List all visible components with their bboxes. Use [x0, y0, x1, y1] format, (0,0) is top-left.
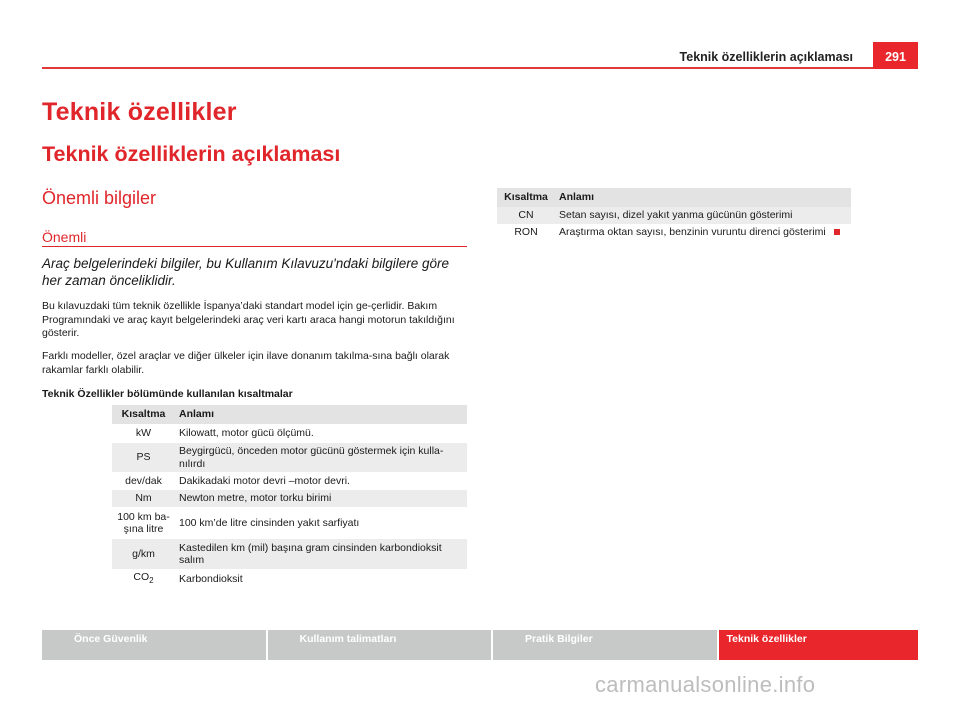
abbreviation-cell: g/km	[112, 539, 175, 569]
meaning-cell: Kilowatt, motor gücü ölçümü.	[175, 424, 467, 443]
meaning-cell: Karbondioksit	[175, 569, 467, 590]
subsection-title: Önemli bilgiler	[42, 188, 157, 208]
meaning-cell: 100 km’de litre cinsinden yakıt sarfiyatı	[175, 507, 467, 539]
abbreviation-cell: 100 km ba-şına litre	[112, 507, 175, 539]
table-row	[112, 507, 467, 539]
abbreviation-cell: Nm	[112, 490, 175, 507]
co2-label: CO	[133, 571, 150, 583]
footer-tab-practical-info[interactable]: Pratik Bilgiler	[493, 630, 719, 660]
running-header-title: Teknik özelliklerin açıklaması	[679, 50, 853, 64]
footer-tab-technical-specs[interactable]: Teknik özellikler	[719, 630, 919, 660]
meaning-cell	[555, 224, 851, 241]
table-row	[112, 490, 467, 507]
table-header-row	[497, 188, 851, 207]
abbreviation-cell: RON	[497, 224, 555, 241]
column-header-meaning: Anlamı	[175, 405, 467, 424]
table-row	[112, 472, 467, 490]
body-paragraph-1: Bu kılavuzdaki tüm teknik özellikle İspanya’daki standart model için ge-çerlidir. Bakım Programındaki ve araç kayıt belgelerindeki araç veri kartı araca hangi motorun takıldığını gösterir.	[42, 300, 455, 339]
notice-rule	[42, 246, 467, 247]
header-rule	[42, 67, 918, 69]
table-row	[112, 443, 467, 472]
abbreviation-cell: CN	[497, 207, 555, 224]
body-paragraph-2: Farklı modeller, özel araçlar ve diğer ülkeler için ilave donanım takılma-sına bağlı olarak rakamlar farklı olabilir.	[42, 350, 450, 376]
notice-lead-text: Araç belgelerindeki bilgiler, bu Kullanım Kılavuzu'ndaki bilgilere göre her zaman önceliklidir.	[42, 256, 450, 288]
footer-tab-operating-instructions[interactable]: Kullanım talimatları	[268, 630, 494, 660]
abbreviation-cell: PS	[112, 443, 175, 472]
abbreviations-table	[112, 405, 467, 590]
footer-navigation	[42, 630, 918, 660]
table-header-row	[112, 405, 467, 424]
abbreviation-cell: dev/dak	[112, 472, 175, 490]
table-row	[112, 424, 467, 443]
column-header-abbreviation: Kısaltma	[112, 405, 175, 424]
column-header-abbreviation: Kısaltma	[497, 188, 555, 207]
meaning-cell: Dakikadaki motor devri –motor devri.	[175, 472, 467, 490]
meaning-cell: Setan sayısı, dizel yakıt yanma gücünün gösterimi	[555, 207, 851, 224]
table-caption: Teknik Özellikler bölümünde kullanılan kısaltmalar	[42, 388, 293, 400]
meaning-cell: Beygirgücü, önceden motor gücünü göstermek için kulla-nılırdı	[175, 443, 467, 472]
table-row	[497, 207, 851, 224]
table-row	[112, 569, 467, 590]
page-number-badge: 291	[873, 42, 918, 69]
footer-tab-safety[interactable]: Önce Güvenlik	[42, 630, 268, 660]
watermark-text: carmanualsonline.info	[595, 672, 816, 697]
meaning-text: Araştırma oktan sayısı, benzinin vuruntu direnci gösterimi	[559, 226, 826, 239]
fuel-abbreviations-table	[497, 188, 851, 241]
column-header-meaning: Anlamı	[555, 188, 851, 207]
abbreviation-cell: kW	[112, 424, 175, 443]
section-end-square-icon	[834, 229, 840, 235]
meaning-cell: Newton metre, motor torku birimi	[175, 490, 467, 507]
table-row	[112, 539, 467, 569]
abbreviation-cell	[112, 569, 175, 590]
notice-heading: Önemli	[42, 229, 87, 245]
co2-subscript: 2	[149, 576, 154, 586]
section-title: Teknik özelliklerin açıklaması	[42, 142, 341, 166]
meaning-cell: Kastedilen km (mil) başına gram cinsinden karbondioksit salım	[175, 539, 467, 569]
table-row	[497, 224, 851, 241]
chapter-title: Teknik özellikler	[42, 98, 237, 126]
